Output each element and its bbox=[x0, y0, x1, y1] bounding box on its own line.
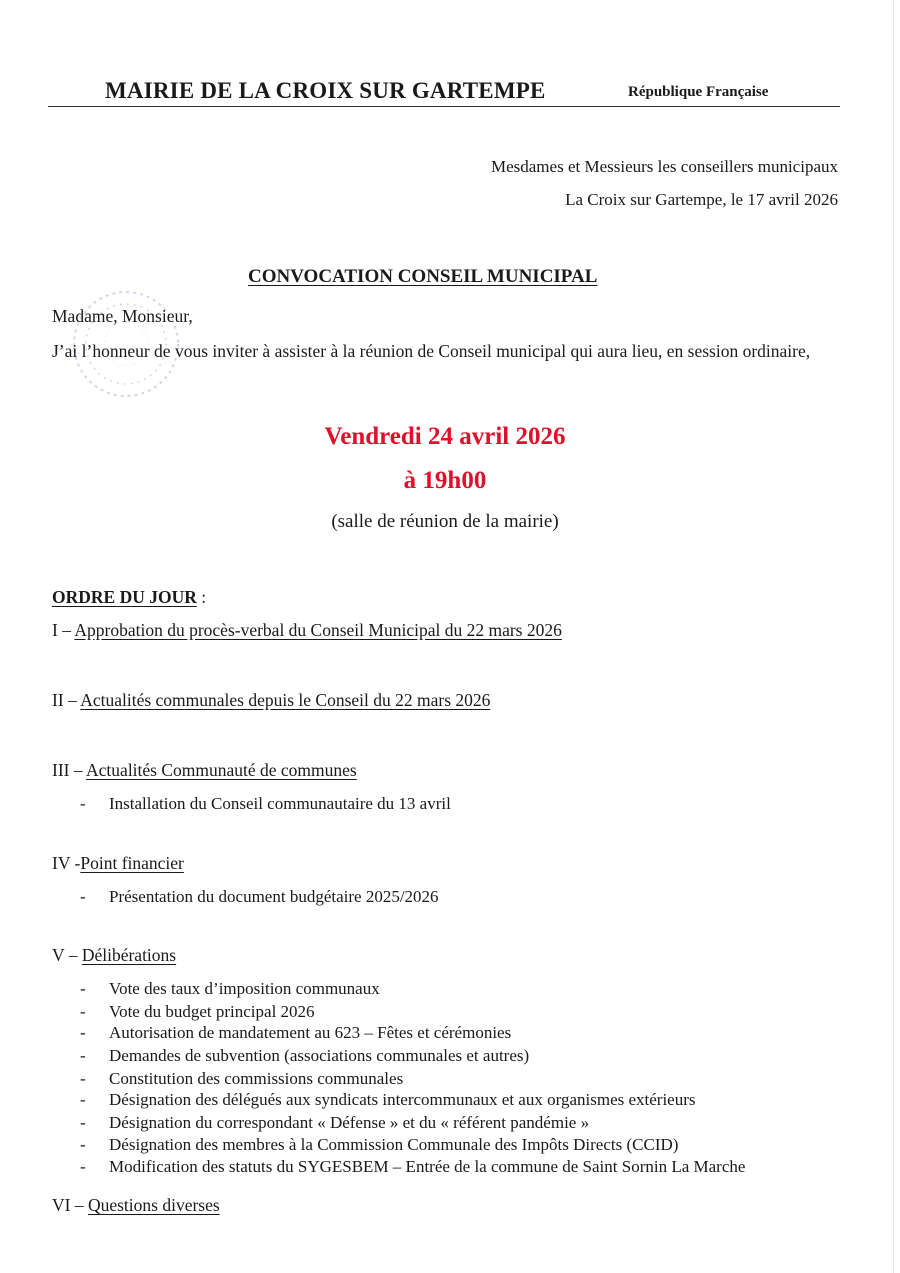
addressee: Mesdames et Messieurs les conseillers municipaux bbox=[490, 157, 838, 176]
intro-paragraph: J’ai l’honneur de vous inviter à assister à la réunion de Conseil municipal qui aura lieu, en session ordinaire, bbox=[52, 341, 811, 361]
mairie-heading: MAIRIE DE LA CROIX SUR GARTEMPE bbox=[105, 78, 546, 103]
list-item: - Installation du Conseil communautaire du 13 avril bbox=[80, 794, 451, 813]
place-date: La Croix sur Gartempe, le 17 avril 2026 bbox=[565, 190, 838, 209]
list-item: - Désignation des membres à la Commission Communale des Impôts Directs (CCID) bbox=[80, 1135, 679, 1154]
document-title: CONVOCATION CONSEIL MUNICIPAL bbox=[248, 266, 598, 287]
section-label: Approbation du procès-verbal du Conseil Municipal du 22 mars 2026 bbox=[74, 620, 562, 640]
section-label: Point financier bbox=[80, 853, 184, 873]
list-item: - Demandes de subvention (associations communales et autres) bbox=[80, 1046, 530, 1065]
section-number: VI – bbox=[52, 1195, 88, 1215]
meeting-date: Vendredi 24 avril 2026 bbox=[324, 423, 566, 450]
agenda-section-1 bbox=[52, 620, 562, 641]
section-number: III – bbox=[52, 760, 87, 780]
section-number: V – bbox=[52, 945, 82, 965]
meeting-time: à 19h00 bbox=[403, 467, 487, 494]
section-label: Questions diverses bbox=[87, 1195, 220, 1215]
section-label: Délibérations bbox=[81, 945, 177, 965]
meeting-location: (salle de réunion de la mairie) bbox=[331, 511, 559, 532]
list-item: - Désignation des délégués aux syndicats intercommunaux et aux organismes extérieurs bbox=[80, 1090, 696, 1109]
list-item: - Autorisation de mandatement au 623 – Fêtes et cérémonies bbox=[80, 1023, 512, 1042]
section-number: I – bbox=[52, 620, 75, 640]
list-item: - Vote du budget principal 2026 bbox=[80, 1002, 315, 1021]
salutation: Madame, Monsieur, bbox=[52, 306, 193, 326]
header-divider bbox=[48, 106, 840, 107]
list-item: - Désignation du correspondant « Défense » et du « référent pandémie » bbox=[80, 1113, 590, 1132]
list-item: - Vote des taux d’imposition communaux bbox=[80, 979, 380, 998]
list-item: - Modification des statuts du SYGESBEM – Entrée de la commune de Saint Sornin La Marche bbox=[80, 1157, 746, 1176]
agenda-section-6 bbox=[52, 1195, 220, 1216]
agenda-title-text: ORDRE DU JOUR bbox=[52, 587, 197, 607]
agenda-section-4 bbox=[52, 853, 184, 874]
republique-label: République Française bbox=[628, 84, 769, 100]
list-item: - Présentation du document budgétaire 2025/2026 bbox=[80, 887, 439, 906]
page-edge bbox=[893, 0, 894, 1273]
agenda-section-3 bbox=[52, 760, 357, 781]
agenda-title bbox=[52, 587, 206, 608]
section-label: Actualités communales depuis le Conseil du 22 mars 2026 bbox=[80, 690, 491, 710]
section-number: IV - bbox=[52, 853, 81, 873]
section-label: Actualités Communauté de communes bbox=[86, 760, 357, 780]
agenda-section-5 bbox=[52, 945, 176, 966]
agenda-section-2 bbox=[52, 690, 490, 711]
agenda-title-colon: : bbox=[196, 587, 207, 607]
section-number: II – bbox=[52, 690, 81, 710]
list-item: - Constitution des commissions communales bbox=[80, 1069, 404, 1088]
